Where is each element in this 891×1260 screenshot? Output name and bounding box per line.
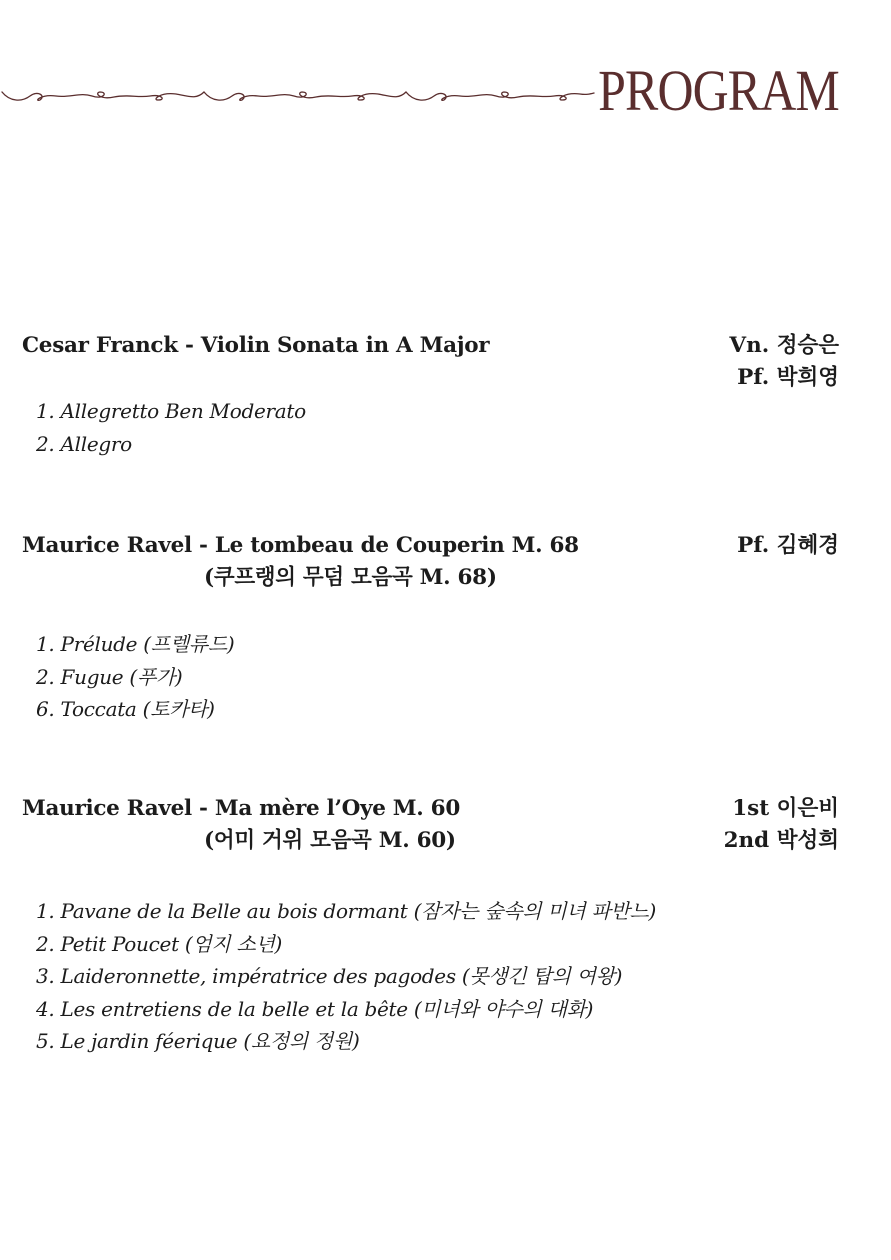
- performers: [729, 330, 839, 394]
- performer: Vn. 정승은: [729, 333, 839, 358]
- performer: 2nd 박성희: [723, 828, 839, 853]
- piece-title: Cesar Franck - Violin Sonata in A Major: [22, 333, 490, 358]
- piece-subtitle: (쿠프랭의 무덤 모음곡 M. 68): [204, 565, 497, 590]
- movement-item: 1. Allegretto Ben Moderato: [36, 399, 306, 423]
- movement-item: 2. Petit Poucet (엄지 소년): [36, 931, 283, 956]
- piece-heading: [22, 793, 460, 857]
- movement-list: [36, 895, 656, 1058]
- movement-item: 2. Allegro: [36, 431, 132, 456]
- swirl-vine-icon: [0, 78, 596, 112]
- piece-heading: [22, 330, 489, 362]
- page-title: PROGRAM: [598, 58, 839, 123]
- performer: Pf. 박희영: [737, 365, 839, 390]
- movement-item: 1. Prélude (프렐류드): [36, 632, 235, 656]
- performers: [737, 530, 839, 562]
- movement-list: [36, 395, 306, 460]
- movement-item: 6. Toccata (토카타): [36, 697, 215, 721]
- movement-item: 1. Pavane de la Belle au bois dormant (잠자는 숲속의 미녀 파반느): [36, 899, 657, 923]
- movement-item: 2. Fugue (푸가): [36, 664, 183, 689]
- movement-item: 3. Laideronnette, impératrice des pagodes (못생긴 탑의 여왕): [36, 964, 623, 988]
- piece-heading: [22, 530, 579, 594]
- performers: [724, 793, 839, 857]
- performer: 1st 이은비: [732, 796, 839, 821]
- piece-subtitle: (어미 거위 모음곡 M. 60): [204, 828, 456, 853]
- piece-title: Maurice Ravel - Le tombeau de Couperin M. 68: [22, 533, 579, 558]
- movement-list: [36, 628, 234, 726]
- movement-item: 4. Les entretiens de la belle et la bête (미녀와 야수의 대화): [36, 996, 594, 1021]
- piece-title: Maurice Ravel - Ma mère l’Oye M. 60: [22, 796, 460, 821]
- movement-item: 5. Le jardin féerique (요정의 정원): [36, 1029, 360, 1053]
- performer: Pf. 김혜경: [737, 533, 839, 558]
